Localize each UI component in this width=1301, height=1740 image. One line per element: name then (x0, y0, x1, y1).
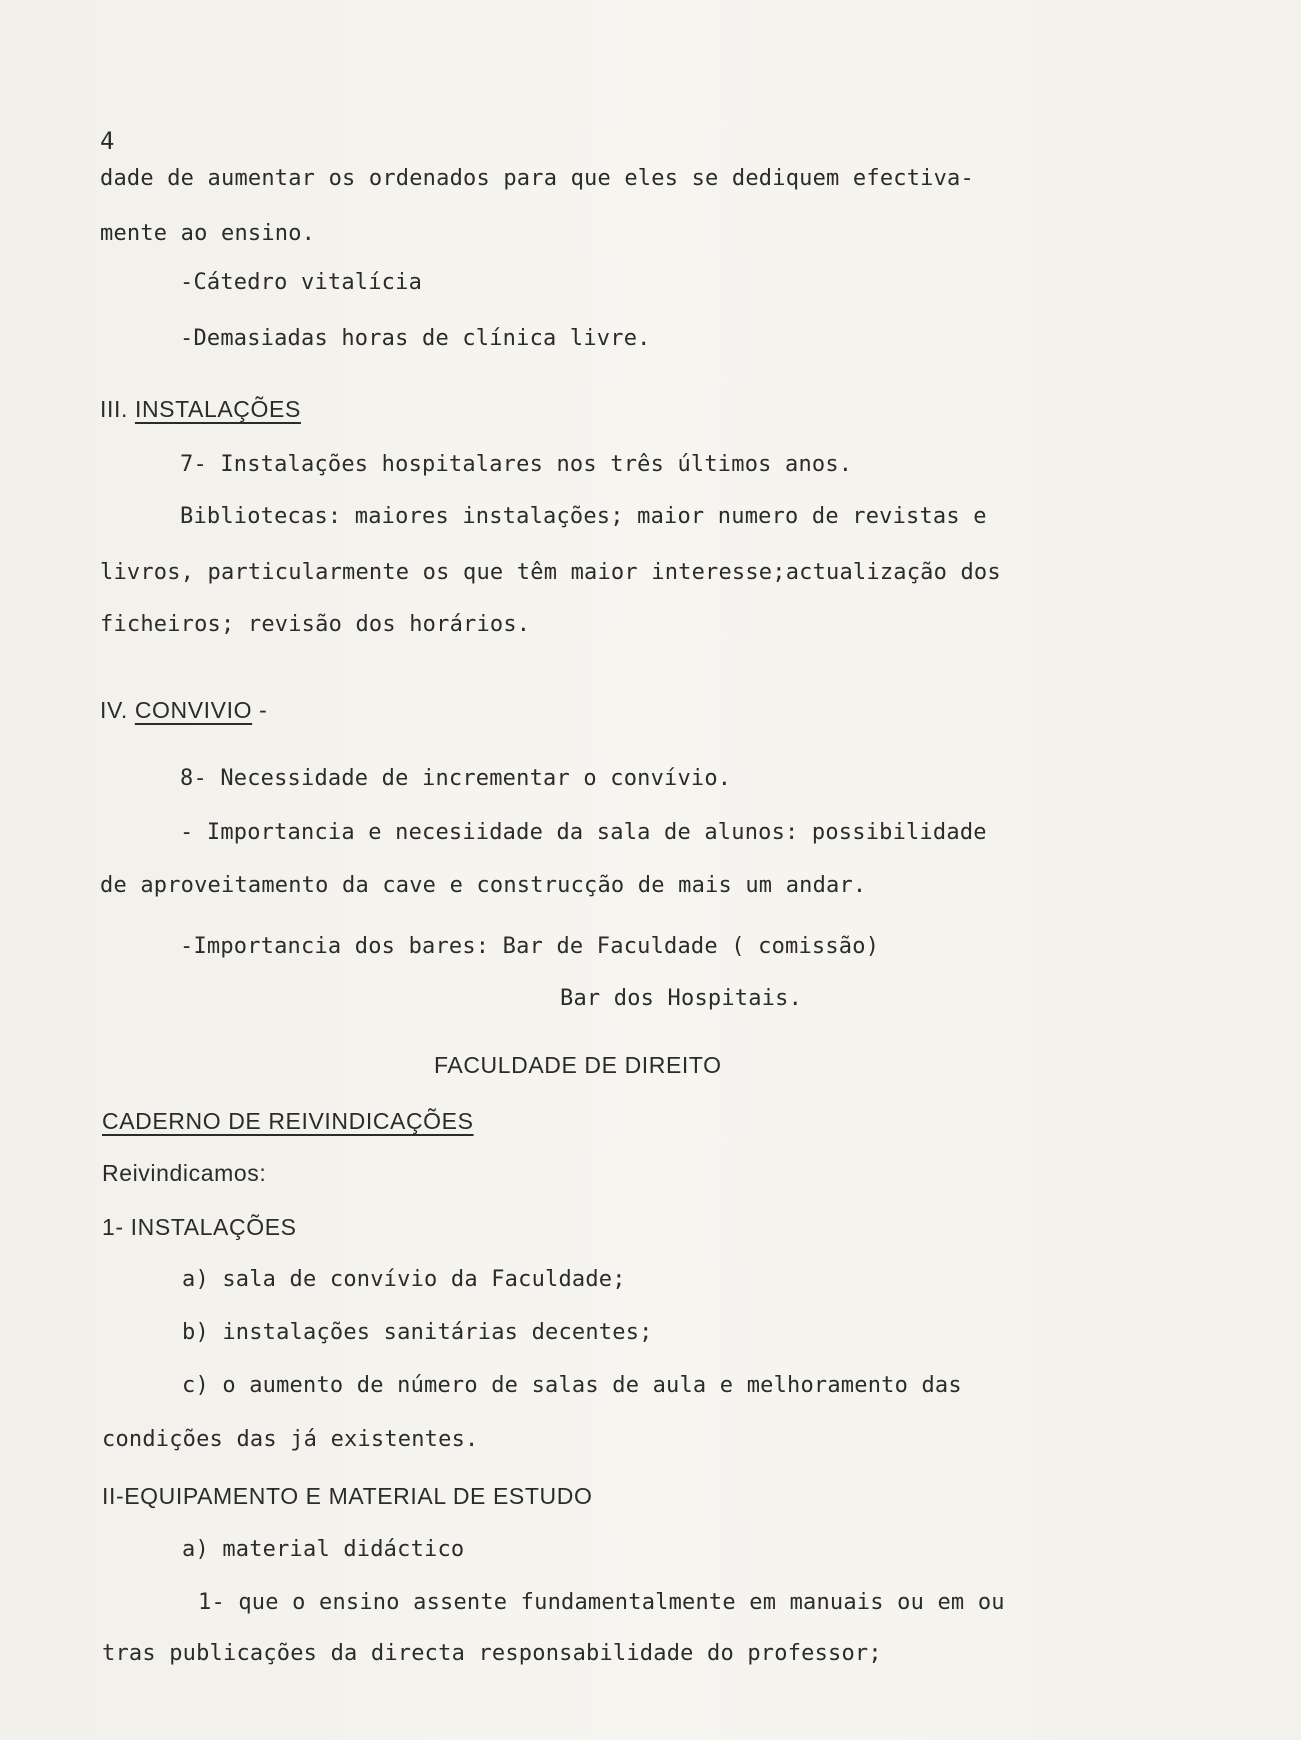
caderno-heading: CADERNO DE REIVINDICAÇÕES (102, 1108, 474, 1134)
section-heading-convivio: IV. CONVIVIO - (100, 697, 268, 723)
text-line-23: condições das já existentes. (102, 1427, 479, 1452)
text-line-7: Bibliotecas: maiores instalações; maior numero de revistas e (180, 504, 987, 529)
text-line-18: Reivindicamos: (102, 1160, 267, 1186)
section-heading-text: III. INSTALAÇÕES (100, 396, 301, 422)
text-line-1: dade de aumentar os ordenados para que eles se dediquem efectiva- (100, 166, 974, 191)
text-line-12: - Importancia e necesiidade da sala de alunos: possibilidade (180, 820, 987, 845)
text-line-25: a) material didáctico (182, 1537, 465, 1562)
text-line-14: -Importancia dos bares: Bar de Faculdade ( comissão) (180, 934, 880, 959)
text-line-4: -Demasiadas horas de clínica livre. (180, 326, 651, 351)
text-line-19: 1- INSTALAÇÕES (102, 1214, 297, 1240)
text-line-8: livros, particularmente os que têm maior interesse;actualização dos (100, 560, 1001, 585)
section-heading-equipamento: II-EQUIPAMENTO E MATERIAL DE ESTUDO (102, 1483, 593, 1509)
text-line-21: b) instalações sanitárias decentes; (182, 1320, 653, 1345)
text-line-3: -Cátedro vitalícia (180, 270, 423, 295)
text-line-26: 1- que o ensino assente fundamentalmente em manuais ou em ou (198, 1590, 1005, 1615)
text-line-11: 8- Necessidade de incrementar o convívio. (180, 766, 732, 791)
text-line-15: Bar dos Hospitais. (560, 986, 803, 1011)
text-line-6: 7- Instalações hospitalares nos três últimos anos. (180, 452, 853, 477)
text-line-2: mente ao ensino. (100, 221, 316, 246)
text-line-27: tras publicações da directa responsabilidade do professor; (102, 1641, 882, 1666)
section-heading-instalacoes (100, 396, 301, 422)
text-line-13: de aproveitamento da cave e construcção de mais um andar. (100, 873, 867, 898)
page-number: 4 (100, 127, 115, 155)
faculty-heading: FACULDADE DE DIREITO (434, 1052, 722, 1078)
text-line-9: ficheiros; revisão dos horários. (100, 612, 531, 637)
text-line-22: c) o aumento de número de salas de aula e melhoramento das (182, 1373, 962, 1398)
text-line-20: a) sala de convívio da Faculdade; (182, 1267, 626, 1292)
